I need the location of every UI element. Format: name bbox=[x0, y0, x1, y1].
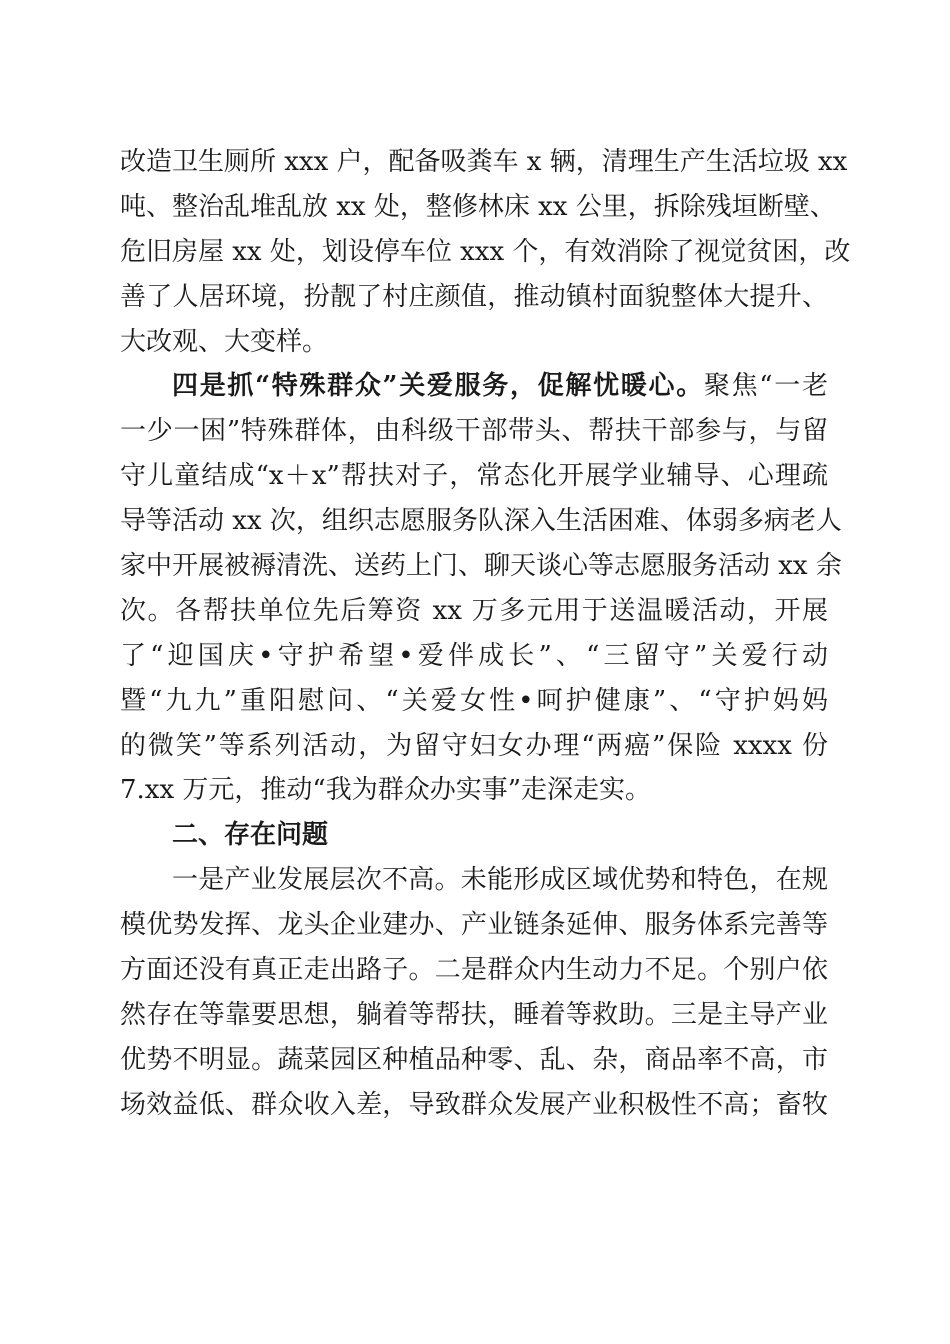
paragraph-problems bbox=[120, 858, 828, 1127]
text-line bbox=[120, 364, 828, 409]
text-line: 了“迎国庆•守护希望•爱伴成长”、“三留守”关爱行动 bbox=[120, 640, 828, 671]
text-line: 场效益低、群众收入差，导致群众发展产业积极性不高；畜牧 bbox=[120, 1089, 828, 1120]
text-line: 危旧房屋 xx 处，划设停车位 xxx 个，有效消除了视觉贫困，改 bbox=[120, 236, 851, 267]
text-line: 改造卫生厕所 xxx 户，配备吸粪车 x 辆，清理生产生活垃圾 xx bbox=[120, 147, 848, 177]
document-page bbox=[120, 140, 851, 1128]
text-line: 方面还没有真正走出路子。二是群众内生动力不足。个别户依 bbox=[120, 955, 828, 986]
text-line: 的微笑”等系列活动，为留守妇女办理“两癌”保险 xxxx 份 bbox=[120, 730, 828, 761]
text-line: 一是产业发展层次不高。未能形成区域优势和特色，在规 bbox=[172, 865, 828, 896]
section-heading: 二、存在问题 bbox=[172, 820, 329, 851]
text-line: 7.xx 万元，推动“我为群众办实事”走深走实。 bbox=[120, 775, 651, 806]
paragraph-special-groups bbox=[120, 364, 842, 813]
paragraph-lead-rest: 聚焦“一老 bbox=[703, 371, 828, 402]
text-line: 守儿童结成“x＋x”帮扶对子，常态化开展学业辅导、心理疏 bbox=[120, 461, 828, 492]
text-line: 暨“九九”重阳慰问、“关爱女性•呵护健康”、“守护妈妈 bbox=[120, 685, 828, 716]
text-line: 次。各帮扶单位先后筹资 xx 万多元用于送温暖活动，开展 bbox=[120, 595, 828, 626]
text-line: 然存在等靠要思想，躺着等帮扶，睡着等救助。三是主导产业 bbox=[120, 999, 828, 1030]
paragraph-lead: 四是抓“特殊群众”关爱服务，促解忧暖心。 bbox=[172, 371, 704, 402]
text-line: 善了人居环境，扮靓了村庄颜值，推动镇村面貌整体大提升、 bbox=[120, 281, 828, 312]
paragraph-environment bbox=[120, 140, 851, 364]
text-line: 模优势发挥、龙头企业建办、产业链条延伸、服务体系完善等 bbox=[120, 910, 828, 941]
text-line: 家中开展被褥清洗、送药上门、聊天谈心等志愿服务活动 xx 余 bbox=[120, 551, 842, 582]
text-line: 导等活动 xx 次，组织志愿服务队深入生活困难、体弱多病老人 bbox=[120, 506, 842, 537]
text-line: 一少一困”特殊群体，由科级干部带头、帮扶干部参与，与留 bbox=[120, 416, 828, 447]
text-line: 吨、整治乱堆乱放 xx 处，整修林床 xx 公里，拆除残垣断壁、 bbox=[120, 191, 836, 222]
text-line: 大改观、大变样。 bbox=[120, 326, 329, 357]
text-line: 优势不明显。蔬菜园区种植品种零、乱、杂，商品率不高，市 bbox=[120, 1044, 828, 1075]
